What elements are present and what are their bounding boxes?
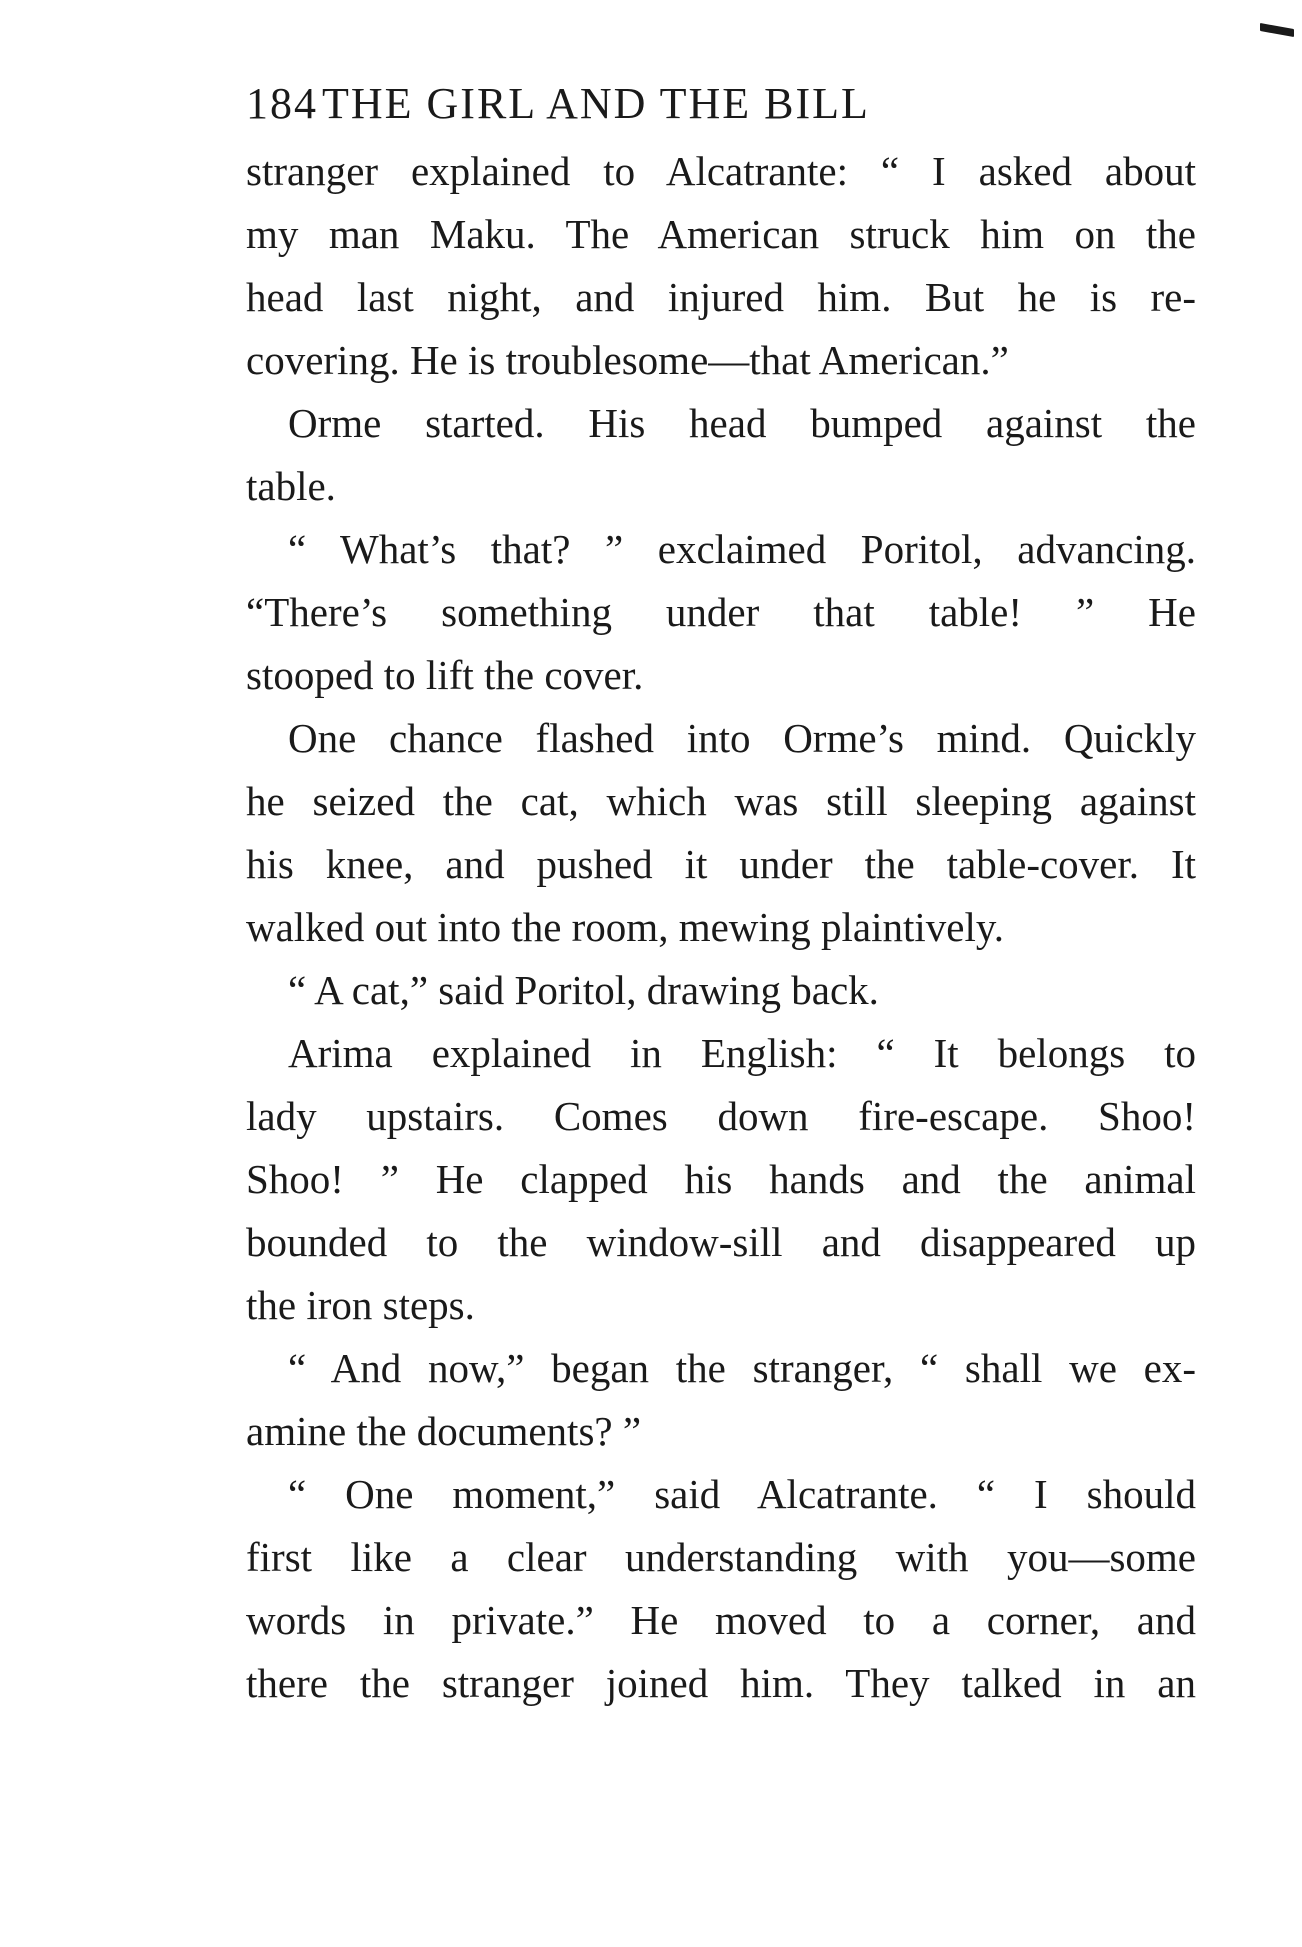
- text-line: first like a clear understanding with you—some: [246, 1534, 1196, 1580]
- text-line: head last night, and injured him. But he is re-: [246, 274, 1196, 320]
- text-line: Orme started. His head bumped against the: [288, 400, 1196, 446]
- page-number: 184: [246, 79, 318, 128]
- text-line: he seized the cat, which was still sleeping against: [246, 778, 1196, 824]
- text-line: “ What’s that? ” exclaimed Poritol, advancing.: [288, 526, 1196, 572]
- text-line: Arima explained in English: “ It belongs to: [288, 1030, 1196, 1076]
- text-line: his knee, and pushed it under the table-cover. It: [246, 841, 1196, 887]
- text-line: stranger explained to Alcatrante: “ I asked about: [246, 148, 1196, 194]
- text-line: “There’s something under that table! ” He: [246, 589, 1196, 635]
- text-line: words in private.” He moved to a corner, and: [246, 1597, 1196, 1643]
- text-line: stooped to lift the cover.: [246, 652, 644, 698]
- text-line: “ And now,” began the stranger, “ shall we ex-: [288, 1345, 1196, 1391]
- running-head: [246, 74, 1196, 134]
- text-line: walked out into the room, mewing plaintively.: [246, 904, 1004, 950]
- text-line: “ One moment,” said Alcatrante. “ I should: [288, 1471, 1196, 1517]
- text-line: Shoo! ” He clapped his hands and the animal: [246, 1156, 1196, 1202]
- text-line: amine the documents? ”: [246, 1408, 642, 1454]
- text-line: my man Maku. The American struck him on the: [246, 211, 1196, 257]
- text-line: bounded to the window-sill and disappeared up: [246, 1219, 1196, 1265]
- text-line: “ A cat,” said Poritol, drawing back.: [288, 967, 879, 1013]
- text-line: lady upstairs. Comes down fire-escape. Shoo!: [246, 1093, 1196, 1139]
- corner-mark: [1260, 23, 1294, 37]
- text-line: One chance flashed into Orme’s mind. Quickly: [288, 715, 1196, 761]
- body-text: [246, 140, 1196, 1715]
- text-line: the iron steps.: [246, 1282, 475, 1328]
- text-line: table.: [246, 463, 336, 509]
- text-line: covering. He is troublesome—that American.”: [246, 337, 1009, 383]
- text-line: there the stranger joined him. They talked in an: [246, 1660, 1196, 1706]
- running-title: THE GIRL AND THE BILL: [322, 79, 870, 128]
